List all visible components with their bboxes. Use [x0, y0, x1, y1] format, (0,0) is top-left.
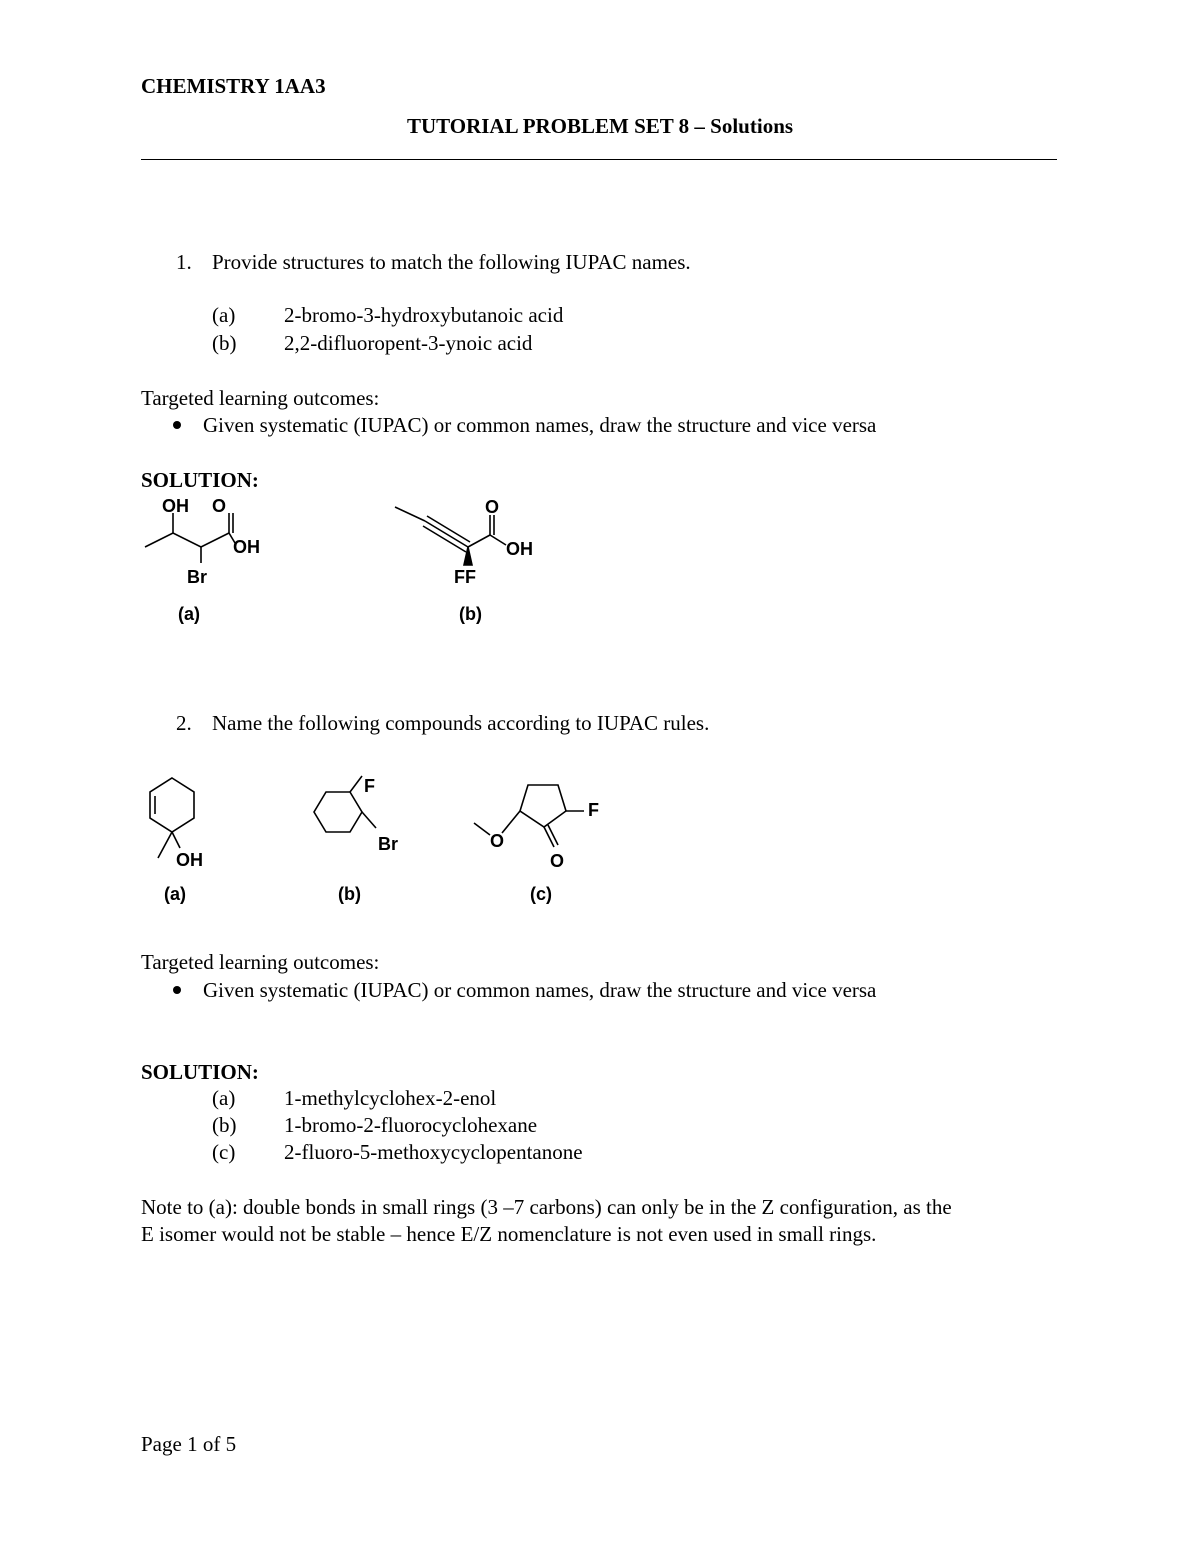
oh-label: OH — [176, 850, 203, 870]
q2-outcomes-heading: Targeted learning outcomes: — [141, 950, 380, 974]
f-label: F — [364, 776, 375, 796]
carbonyl-bond-2 — [548, 825, 558, 845]
q2-answer-c-text: 2-fluoro-5-methoxycyclopentanone — [284, 1140, 583, 1164]
q1-prompt: Provide structures to match the following IUPAC names. — [212, 250, 691, 274]
br-bond — [362, 812, 376, 828]
q1-item-b-text: 2,2-difluoropent-3-ynoic acid — [284, 331, 533, 355]
carbonyl-o-label: O — [485, 497, 500, 517]
course-title: CHEMISTRY 1AA3 — [141, 74, 326, 98]
methyl-bond — [395, 507, 425, 521]
q1-item-a-text: 2-bromo-3-hydroxybutanoic acid — [284, 303, 564, 327]
oh-bond — [172, 832, 180, 848]
q2-solution-heading: SOLUTION: — [141, 1060, 259, 1084]
f-bond — [350, 776, 362, 792]
q1-b-caption: (b) — [459, 604, 482, 624]
ring-o-label: O — [490, 831, 505, 851]
triple-bond-2 — [427, 516, 470, 542]
triple-bond-1 — [425, 521, 468, 547]
q1-outcome-item — [141, 412, 876, 438]
structure-q2-a — [130, 770, 230, 880]
bullet-icon — [173, 421, 181, 429]
q1-solution-heading: SOLUTION: — [141, 468, 259, 492]
q2-answer-c-label: (c) — [212, 1140, 236, 1164]
structure-q2-c — [468, 775, 618, 875]
acid-oh-label: OH — [506, 539, 533, 559]
wedge-bond — [464, 547, 472, 565]
q2-note-line2: E isomer would not be stable – hence E/Z nomenclature is not even used in small rings. — [141, 1222, 877, 1246]
page-title: TUTORIAL PROBLEM SET 8 – Solutions — [406, 114, 794, 138]
f-label: F — [588, 800, 599, 820]
ff-label: FF — [454, 567, 476, 587]
q2-answer-a-label: (a) — [212, 1086, 236, 1110]
c2-c1-bond — [468, 535, 490, 547]
br-label: Br — [378, 834, 399, 854]
q1-item-b-label: (b) — [212, 331, 237, 355]
carbonyl-bond — [544, 827, 554, 847]
acid-oh-label: OH — [233, 537, 260, 557]
bullet-icon — [173, 986, 181, 994]
carbonyl-o-label: O — [550, 851, 565, 871]
structure-q1-b — [390, 495, 550, 590]
oh-label: OH — [162, 496, 189, 516]
structure-q2-b — [300, 770, 420, 865]
q2-outcome-item — [141, 977, 876, 1003]
methyl-o-bond — [474, 823, 490, 835]
carbon-chain — [145, 533, 229, 547]
q2-note-line1: Note to (a): double bonds in small rings (3 –7 carbons) can only be in the Z configuration, as the — [141, 1195, 952, 1219]
q2-c-caption: (c) — [530, 884, 552, 904]
structure-q1-a — [135, 495, 285, 590]
triple-bond-3 — [423, 526, 466, 552]
carbonyl-o-label: O — [212, 496, 227, 516]
cyclohexene-ring — [150, 778, 194, 832]
q2-answer-b-text: 1-bromo-2-fluorocyclohexane — [284, 1113, 538, 1137]
br-label: Br — [187, 567, 208, 587]
q2-b-caption: (b) — [338, 884, 361, 904]
q2-outcome-text: Given systematic (IUPAC) or common names, draw the structure and vice versa — [203, 978, 877, 1002]
page-number: Page 1 of 5 — [141, 1432, 237, 1456]
header-rule — [141, 159, 1057, 160]
q2-prompt: Name the following compounds according to IUPAC rules. — [212, 711, 710, 735]
ring-o-bond — [502, 811, 520, 833]
q1-a-caption: (a) — [178, 604, 200, 624]
q2-number: 2. — [176, 711, 192, 735]
q2-answer-a-text: 1-methylcyclohex-2-enol — [284, 1086, 497, 1110]
q1-item-a-label: (a) — [212, 303, 236, 327]
acid-oh-bond — [490, 535, 506, 545]
q1-outcome-text: Given systematic (IUPAC) or common names, draw the structure and vice versa — [203, 413, 877, 437]
q1-number: 1. — [176, 250, 192, 274]
cyclopentanone-ring — [520, 785, 566, 827]
q1-outcomes-heading: Targeted learning outcomes: — [141, 386, 380, 410]
q2-answer-b-label: (b) — [212, 1113, 237, 1137]
cyclohexane-ring — [314, 792, 362, 832]
q2-a-caption: (a) — [164, 884, 186, 904]
methyl-bond — [158, 832, 172, 858]
